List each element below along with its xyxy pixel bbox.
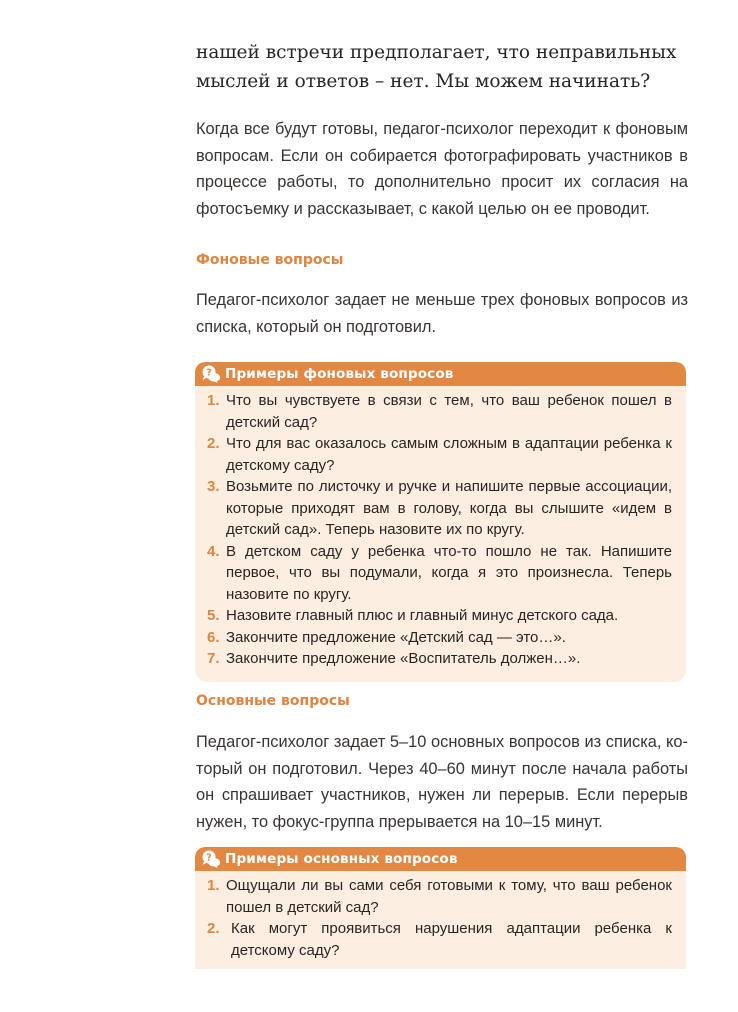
item-text: Что для вас оказалось самым сложным в адаптации ребенка к детскому саду? xyxy=(226,435,672,474)
item-text: Закончите предложение «Детский сад — это…». xyxy=(226,628,566,646)
item-number: 4. xyxy=(207,542,220,560)
item-text: Как могут проявиться нарушения адаптации ребенка к детскому саду? xyxy=(231,920,672,959)
item-number: 6. xyxy=(207,628,220,646)
item-text: Закончите предложение «Воспитатель должен…». xyxy=(226,650,581,667)
intro-paragraph: нашей встречи предполагает, что неправильных мыслей и ответов – нет. Мы можем начинать? xyxy=(196,42,677,92)
item-text: Назовите главный плюс и главный минус детского сада. xyxy=(226,607,619,624)
main-questions-list xyxy=(195,871,686,969)
list-item xyxy=(207,605,672,627)
box-title: Примеры фоновых вопросов xyxy=(225,366,454,382)
background-questions-list xyxy=(195,386,686,682)
item-number: 5. xyxy=(207,607,220,624)
list-item xyxy=(207,433,672,476)
svg-text:?: ? xyxy=(206,852,212,864)
item-text: Ощущали ли вы сами себя готовыми к тому, что ваш ребенок пошел в детский сад? xyxy=(226,877,672,916)
background-questions-heading: Фоновые вопросы xyxy=(196,252,344,268)
box-header xyxy=(195,362,686,386)
box-header xyxy=(195,847,686,871)
list-item xyxy=(207,627,672,649)
svg-text:?: ? xyxy=(206,367,212,379)
item-text: Что вы чувствуете в связи с тем, что ваш ребенок пошел в детский сад? xyxy=(226,392,672,431)
item-number: 2. xyxy=(207,435,220,452)
main-questions-box xyxy=(195,847,686,969)
list-item xyxy=(207,875,672,918)
question-bubble-icon xyxy=(201,365,221,383)
main-questions-heading: Основные вопросы xyxy=(196,693,350,709)
list-item xyxy=(207,476,672,541)
question-bubble-icon xyxy=(201,850,221,868)
item-text: В детском саду у ребенка что-то пошло не так. Напишите первое, что вы подумали, когда я это произнесла. Теперь назовите по кругу. xyxy=(226,542,672,603)
item-number: 2. xyxy=(207,920,220,937)
item-number: 1. xyxy=(207,392,220,409)
list-item xyxy=(207,390,672,433)
list-item xyxy=(207,648,672,670)
box-title: Примеры основных вопросов xyxy=(225,851,458,867)
item-number: 1. xyxy=(207,877,220,894)
background-intro-paragraph: Когда все будут готовы, педагог-психолог переходит к фоновым вопросам. Если он собирается фотографировать участников в процессе работы, то дополнительно просит их согласия на фотосъемку и рассказывает, с какой целью он ее проводит. xyxy=(196,120,688,218)
item-number: 7. xyxy=(207,650,220,667)
item-text: Возьмите по листочку и ручке и напишите первые ассоциации, которые приходят вам в голову, когда вы слышите «идем в детский сад». Теперь назовите их по кругу. xyxy=(226,478,672,538)
list-item xyxy=(207,918,672,961)
background-questions-paragraph: Педагог-психолог задает не меньше трех фоновых вопросов из списка, который он подготовил. xyxy=(196,291,688,336)
list-item xyxy=(207,541,672,606)
main-questions-paragraph: Педагог-психолог задает 5–10 основных вопросов из списка, который он подготовил. Через 40–60 минут после начала работы он спрашивает участников, нужен ли перерыв. Если перерыв нужен, то фокус-группа прерывается на 10–15 минут. xyxy=(196,733,688,831)
background-questions-box xyxy=(195,362,686,682)
item-number: 3. xyxy=(207,478,220,495)
